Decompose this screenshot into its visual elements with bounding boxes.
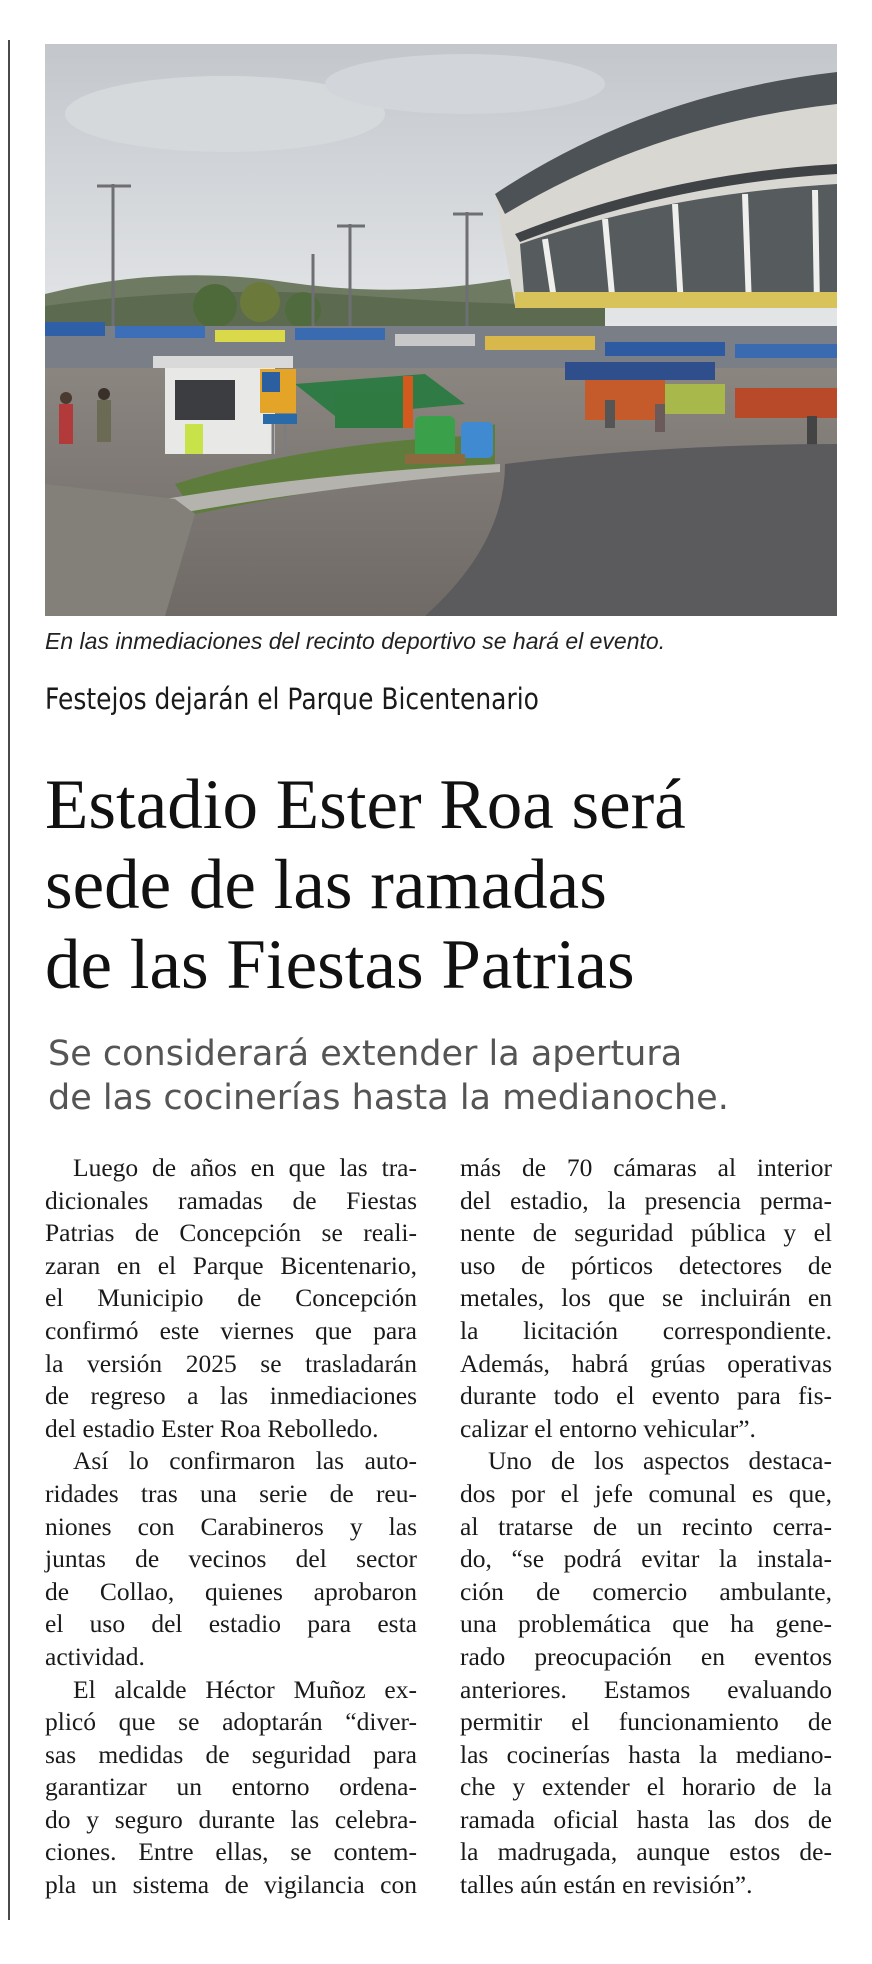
body-line: las cocinerías hasta la mediano- xyxy=(460,1739,832,1769)
body-line: de regreso a las inmediaciones xyxy=(45,1381,417,1411)
subhead-line: de las cocinerías hasta la medianoche. xyxy=(48,1078,729,1118)
body-line: Uno de los aspectos destaca- xyxy=(488,1446,832,1476)
body-line: juntas de vecinos del sector xyxy=(45,1544,417,1574)
body-line: pla un sistema de vigilancia con xyxy=(45,1870,417,1900)
body-line: sas medidas de seguridad para xyxy=(45,1739,417,1769)
body-line: che y extender el horario de la xyxy=(460,1772,832,1802)
body-line: durante todo el evento para fis- xyxy=(460,1381,832,1411)
body-line: Además, habrá grúas operativas xyxy=(460,1348,832,1378)
article-kicker: Festejos dejarán el Parque Bicentenario xyxy=(45,682,539,716)
photo-caption: En las inmediaciones del recinto deportivo se hará el evento. xyxy=(45,628,666,654)
subhead-line: Se considerará extender la apertura xyxy=(48,1034,683,1074)
body-line: Así lo confirmaron las auto- xyxy=(73,1446,417,1476)
body-line: plicó que se adoptarán “diver- xyxy=(45,1707,417,1737)
headline-line: de las Fiestas Patrias xyxy=(45,926,635,1004)
body-line: anteriores. Estamos evaluando xyxy=(460,1674,832,1704)
body-column-right xyxy=(460,1152,832,1902)
body-line: rado preocupación en eventos xyxy=(460,1641,832,1671)
body-line: más de 70 cámaras al interior xyxy=(460,1153,832,1182)
body-line: permitir el funcionamiento de xyxy=(460,1707,832,1737)
body-line: la licitación correspondiente. xyxy=(460,1315,832,1345)
body-line: actividad. xyxy=(45,1641,145,1671)
body-line: metales, los que se incluirán en xyxy=(460,1283,832,1313)
body-line: del estadio, la presencia perma- xyxy=(460,1185,832,1215)
body-line: garantizar un entorno ordena- xyxy=(45,1772,417,1802)
body-line: nente de seguridad pública y el xyxy=(460,1218,832,1248)
body-line: del estadio Ester Roa Rebolledo. xyxy=(45,1413,379,1443)
body-line: confirmó este viernes que para xyxy=(45,1315,417,1345)
body-line: ridades tras una serie de reu- xyxy=(45,1478,417,1508)
body-line: la versión 2025 se trasladarán xyxy=(45,1348,417,1378)
body-line: al tratarse de un recinto cerra- xyxy=(460,1511,832,1541)
body-line: Luego de años en que las tra- xyxy=(73,1153,417,1182)
body-line: el uso del estadio para esta xyxy=(45,1609,417,1639)
body-line: niones con Carabineros y las xyxy=(45,1511,417,1541)
body-line: una problemática que ha gene- xyxy=(460,1609,832,1639)
body-column-left xyxy=(45,1152,417,1902)
headline-line: sede de las ramadas xyxy=(45,846,607,924)
article-headline xyxy=(45,765,845,1005)
body-line: do y seguro durante las celebra- xyxy=(45,1804,417,1834)
body-line: talles aún están en revisión”. xyxy=(460,1870,753,1900)
body-line: Patrias de Concepción se reali- xyxy=(45,1218,417,1248)
body-line: El alcalde Héctor Muñoz ex- xyxy=(73,1674,417,1704)
body-line: dos por el jefe comunal es que, xyxy=(460,1478,832,1508)
body-line: de Collao, quienes aprobaron xyxy=(45,1576,417,1606)
article-subhead xyxy=(48,1032,848,1120)
body-line: calizar el entorno vehicular”. xyxy=(460,1413,756,1443)
body-line: ciones. Entre ellas, se contem- xyxy=(45,1837,417,1867)
body-line: do, “se podrá evitar la instala- xyxy=(460,1544,832,1574)
market-stadium-illustration xyxy=(45,44,837,616)
body-line: ción de comercio ambulante, xyxy=(460,1576,832,1606)
body-line: el Municipio de Concepción xyxy=(45,1283,417,1313)
headline-line: Estadio Ester Roa será xyxy=(45,766,686,844)
body-line: la madrugada, aunque estos de- xyxy=(460,1837,832,1867)
body-line: ramada oficial hasta las dos de xyxy=(460,1804,832,1834)
body-line: uso de pórticos detectores de xyxy=(460,1250,832,1280)
article-photo xyxy=(45,44,837,616)
body-line: dicionales ramadas de Fiestas xyxy=(45,1185,417,1215)
body-line: zaran en el Parque Bicentenario, xyxy=(45,1250,417,1280)
left-margin-rule xyxy=(8,40,10,1920)
